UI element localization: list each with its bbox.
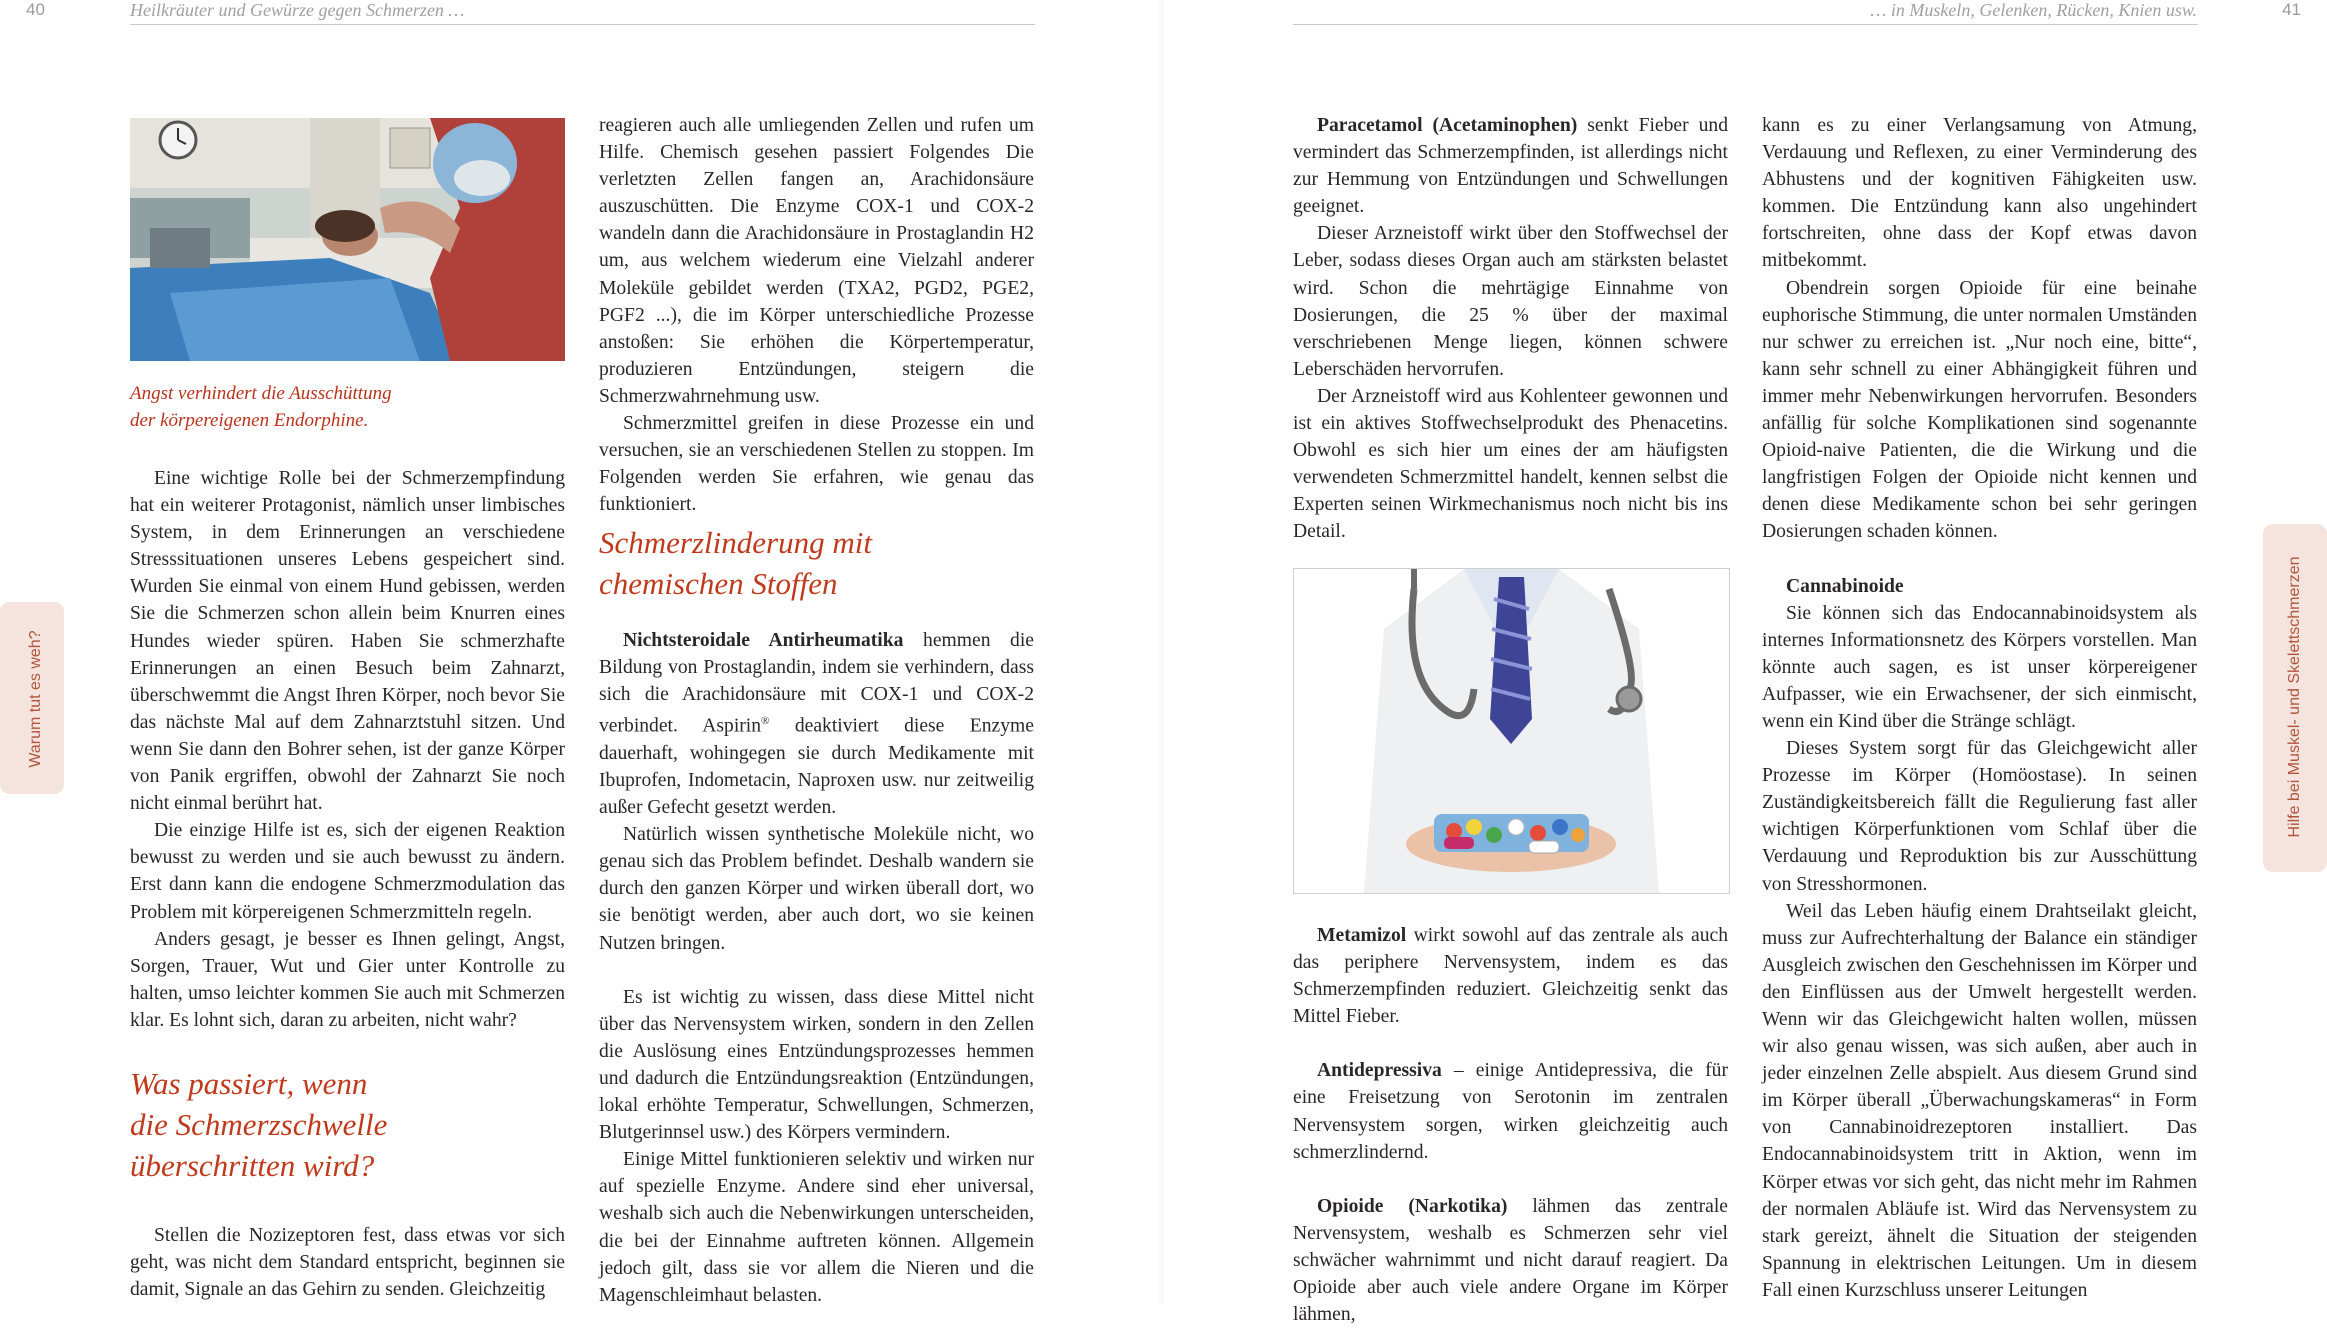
right-page (1163, 0, 2327, 1326)
body-paragraph: Stellen die Nozizeptoren fest, dass etwas vor sich geht, was nicht dem Standard entspricht, beginnen sie damit, Signale an das Gehirn zu senden. Gleichzeitig (130, 1225, 565, 1301)
running-head-right: … in Muskeln, Gelenken, Rücken, Knien usw. (1870, 0, 2197, 20)
term-metamizol: Metamizol (1317, 925, 1407, 946)
page-number-left: 40 (26, 0, 45, 19)
right-column-2 (1762, 112, 2197, 1304)
heading-line: Schmerzlinderung mit (599, 525, 872, 560)
heading-line: überschritten wird? (130, 1148, 375, 1183)
right-column-1 (1293, 112, 1728, 546)
body-text: wirkt sowohl auf das zentrale als auch das periphere Nervensystem, indem es das Schmerzempfinden reduziert. Gleichzeitig senkt das Mittel Fieber. (1293, 925, 1728, 1028)
chapter-tab-right-label: Hilfe bei Muskel- und Skelettschmerzen (2286, 556, 2303, 838)
term-paracetamol: Paracetamol (Acetaminophen) (1317, 115, 1578, 136)
metamizol-paragraph (1293, 922, 1728, 1030)
photo-caption-line: der körpereigenen Endorphine. (130, 410, 369, 431)
body-text: hemmen die Bildung von Prostaglandin, indem sie verhindern, dass sich die Arachidonsäure mit COX-1 und COX-2 verbindet. Aspirin (599, 630, 1034, 737)
right-column-1-continued (1293, 922, 1728, 1328)
hospital-photo (130, 118, 565, 361)
body-paragraph: Dieser Arzneistoff wirkt über den Stoffwechsel der Leber, sodass dieses Organ auch am stärksten belastet wird. Schon die mehrtägige Einnahme von Dosierungen, die 25 % über der maximal verschriebenen Menge liegen, können schwere Leberschäden hervorrufen. (1293, 223, 1728, 380)
left-page (0, 0, 1163, 1304)
term-nsar: Nichtsteroidale Antirheumatika (623, 630, 904, 651)
registered-mark: ® (761, 715, 770, 728)
body-paragraph: Schmerzmittel greifen in diese Prozesse ein und versuchen, sie an verschiedenen Stellen zu stoppen. Im Folgenden werden Sie erfahren, wie genau das funktioniert. (599, 413, 1034, 516)
body-text: – einige Antidepressiva, die für eine Freisetzung von Serotonin im zentralen Nervensystem sorgen, wirken gleichzeitig auch schmerzlindernd. (1293, 1060, 1728, 1163)
body-paragraph: Obendrein sorgen Opioide für eine beinahe euphorische Stimmung, die unter normalen Umständen nur schwer zu erreichen ist. „Nur noch eine, bitte“, kann sehr schnell zu einer Abhängigkeit führen und immer mehr Nebenwirkungen hervorrufen. Besonders anfällig für solche Komplikationen sind sogenannte Opioid-naive Patienten, die die Wirkung und die langfristigen Folgen der Opioide nicht kennen und denen diese Medikamente schon bei sehr geringen Dosierungen schaden können. (1762, 277, 2197, 543)
nsar-paragraph (599, 627, 1034, 821)
body-paragraph: Natürlich wissen synthetische Moleküle nicht, wo genau sich das Problem befindet. Deshalb wandern sie durch den ganzen Körper und wirken überall dort, wo sie benötigt werden, aber auch dort, wo sie keinen Nutzen bringen. (599, 824, 1034, 954)
left-column-2 (599, 112, 1034, 518)
body-paragraph: Eine wichtige Rolle bei der Schmerzempfindung hat ein weiterer Protagonist, nämlich unser limbisches System, in dem Erinnerungen an verschiedene Stresssituationen unseres Lebens gespeichert sind. Wurden Sie einmal von einem Hund gebissen, werden Sie die Schmerzen schon allein beim Knurren eines Hundes wieder spüren. Haben Sie schmerzhafte Erinnerungen an einen Besuch beim Zahnarzt, überschwemmt die Angst Ihren Körper, noch bevor Sie das nächste Mal auf dem Zahnarztstuhl sitzen. Und wenn Sie dann den Bohrer sehen, ist der ganze Körper von Panik ergriffen, obwohl der Zahnarzt Sie noch nicht einmal berührt hat. (130, 468, 565, 815)
doctor-pills-photo (1293, 568, 1730, 894)
body-paragraph: Dieses System sorgt für das Gleichgewicht aller Prozesse im Körper (Homöostase). In seinen Zuständigkeitsbereich fällt die Regulierung fast aller wichtigen Körperfunktionen vom Schlaf über die Verdauung und Reproduktion bis zur Ausschüttung von Stresshormonen. (1762, 738, 2197, 895)
body-paragraph: Der Arzneistoff wird aus Kohlenteer gewonnen und ist ein aktives Stoffwechselprodukt des Phenacetins. Obwohl es sich hier um eines der am häufigsten verwendeten Schmerzmittel handelt, kennen selbst die Experten seinen Wirkmechanismus noch nicht bis ins Detail. (1293, 385, 1728, 543)
chapter-tab-left[interactable] (0, 602, 64, 794)
page-number-right: 41 (2282, 0, 2301, 19)
body-paragraph: Einige Mittel funktionieren selektiv und wirken nur auf spezielle Enzyme. Andere sind eher universal, weshalb sich auch die Nebenwirkungen unterscheiden, die bei der Einnahme auftreten können. Allgemein jedoch gilt, dass sie vor allem die Nieren und die Magenschleimhaut belasten. (599, 1149, 1034, 1306)
opioide-paragraph (1293, 1193, 1728, 1328)
header-rule-right (1293, 24, 2198, 25)
antidepressiva-paragraph (1293, 1057, 1728, 1165)
term-antidepressiva: Antidepressiva (1317, 1060, 1442, 1082)
body-paragraph: Weil das Leben häufig einem Drahtseilakt gleicht, muss zur Aufrechterhaltung der Balance ein ständiger Ausgleich zwischen den Geschehnissen im Körper und den Einflüssen aus der Umwelt hergestellt werden. Wenn wir das Gleichgewicht halten wollen, müssen wir also genau wissen, was sich außen, aber auch in jeder einzelnen Zelle abspielt. Aus diesem Grund sind im Körper überall „Überwachungskameras“ in Form von Cannabinoidrezeptoren installiert. Das Endocannabinoidsystem tritt in Aktion, wenn im Körper etwas vor sich geht, das nicht mehr im Rahmen der normalen Abläufe ist. Wird das Nervensystem zu stark gereizt, ähnelt die Situation der steigenden Spannung in elektrischen Leitungen. Um in diesem Fall einen Kurzschluss unserer Leitungen (1762, 900, 2197, 1301)
left-column-1 (130, 465, 565, 1034)
body-paragraph: kann es zu einer Verlangsamung von Atmung, Verdauung und Reflexen, zu einer Verminderung des Abhustens und der kognitiven Fähigkeiten usw. kommen. Die Entzündung kann also ungehindert fortschreiten, ohne dass der Kopf etwas davon mitbekommt. (1762, 115, 2197, 272)
chapter-tab-right[interactable] (2263, 524, 2327, 872)
term-opioide: Opioide (Narkotika) (1317, 1195, 1508, 1217)
body-paragraph: Es ist wichtig zu wissen, dass diese Mittel nicht über das Nervensystem wirken, sondern in den Zellen die Auslösung eines Entzündungsprozesses hemmen und dadurch die Entzündungsreaktion (Entzündungen, lokal erhöhte Temperatur, Schwellungen, Schmerzen, Blutgerinnsel usw.) des Körpers vermindern. (599, 986, 1034, 1144)
heading-line: die Schmerzschwelle (130, 1107, 388, 1142)
section-heading-threshold (130, 1063, 570, 1186)
body-text: senkt Fieber und vermindert das Schmerzempfinden, ist allerdings nicht zur Hemmung von Entzündungen und Schwellungen geeignet. (1293, 115, 1728, 218)
paracetamol-paragraph (1293, 112, 1728, 220)
cannabinoide-heading (1762, 573, 2197, 600)
cannabinoide-heading-text: Cannabinoide (1786, 575, 1904, 597)
body-paragraph: Anders gesagt, je besser es Ihnen gelingt, Angst, Sorgen, Trauer, Wut und Gier unter Kontrolle zu halten, umso leichter kommen Sie auch mit Schmerzen klar. Es lohnt sich, daran zu arbeiten, nicht wahr? (130, 928, 565, 1031)
heading-line: Was passiert, wenn (130, 1066, 368, 1101)
left-column-2-continued (599, 627, 1034, 1309)
body-paragraph: reagieren auch alle umliegenden Zellen und rufen um Hilfe. Chemisch gesehen passiert Folgendes Die verletzten Zellen fangen an, Arachidonsäure auszuschütten. Die Enzyme COX-1 und COX-2 wandeln dann die Arachidonsäure in Prostaglandin H2 um, aus welchem wiederum eine Vielzahl anderer Moleküle gebildet werden (TXA2, PGD2, PGE2, PGF2 ...), die im Körper unterschiedliche Prozesse anstoßen: Sie erhöhen die Körpertemperatur, produzieren Entzündungen, steigern die Schmerzwahrnehmung usw. (599, 115, 1034, 407)
body-text: deaktiviert diese Enzyme dauerhaft, wohingegen sie durch Medikamente mit Ibuprofen, Indometacin, Naproxen usw. nur zeitweilig außer Gefecht gesetzt werden. (599, 715, 1034, 819)
header-rule-left (130, 24, 1035, 25)
left-column-1-continued (130, 1222, 565, 1303)
section-heading-chemical (599, 522, 1039, 604)
heading-line: chemischen Stoffen (599, 566, 838, 601)
body-paragraph: Sie können sich das Endocannabinoidsystem als internes Informationsnetz des Körpers vorstellen. Man könnte auch sagen, es ist unser körpereigener Aufpasser, wie ein Erwachsener, der sich einmischt, wenn ein Kind über die Stränge schlägt. (1762, 602, 2197, 732)
chapter-tab-left-label: Warum tut es weh? (27, 630, 44, 768)
photo-caption (130, 380, 570, 434)
photo-caption-line: Angst verhindert die Ausschüttung (130, 383, 392, 404)
body-paragraph: Die einzige Hilfe ist es, sich der eigenen Reaktion bewusst zu werden und sie auch bewusst zu ändern. Erst dann kann die endogene Schmerzmodulation das Problem mit körpereigenen Schmerzmitteln regeln. (130, 820, 565, 923)
running-head-left: Heilkräuter und Gewürze gegen Schmerzen … (130, 0, 465, 20)
body-text: lähmen das zentrale Nervensystem, weshalb es Schmerzen sehr viel schwächer wahrnimmt und nicht darauf reagiert. Da Opioide aber auch viele andere Organe im Körper lähmen, (1293, 1195, 1728, 1326)
